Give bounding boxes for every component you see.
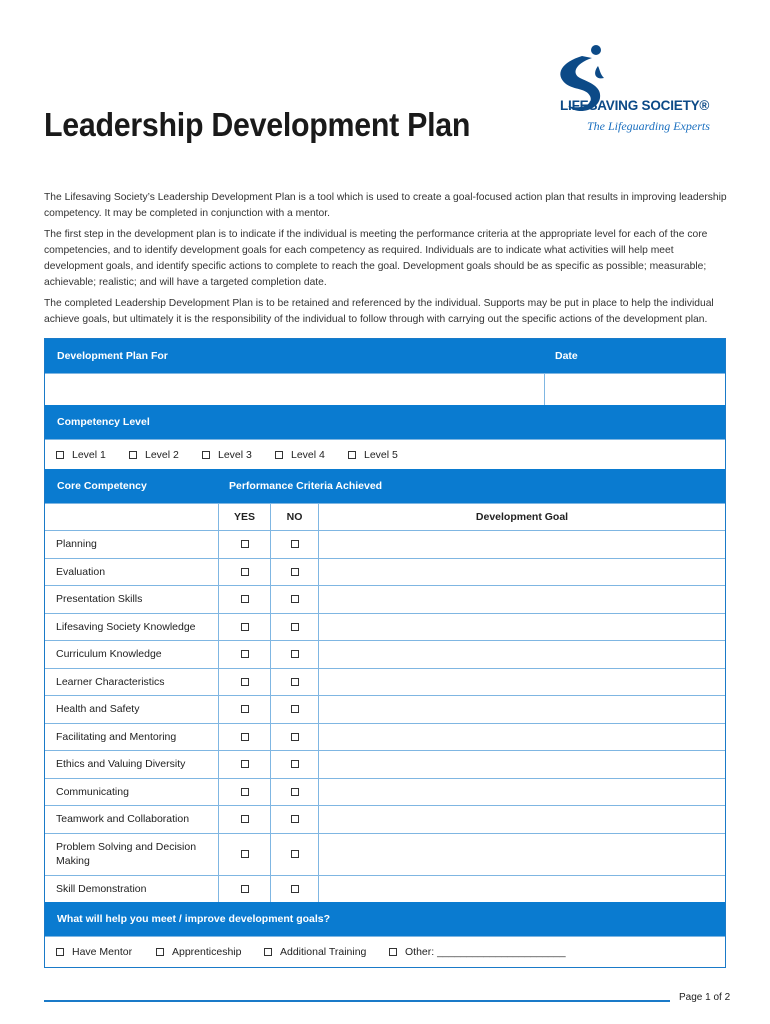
no-cell[interactable] bbox=[271, 724, 319, 751]
checkbox-icon[interactable] bbox=[291, 678, 299, 686]
performance-criteria-label: Performance Criteria Achieved bbox=[229, 480, 383, 492]
competency-name: Planning bbox=[45, 531, 219, 558]
yes-cell[interactable] bbox=[219, 724, 271, 751]
competency-name: Ethics and Valuing Diversity bbox=[45, 751, 219, 778]
yes-cell[interactable] bbox=[219, 751, 271, 778]
competency-name: Health and Safety bbox=[45, 696, 219, 723]
checkbox-icon[interactable] bbox=[241, 788, 249, 796]
checkbox-icon[interactable] bbox=[264, 948, 272, 956]
plan-for-header bbox=[45, 339, 725, 373]
table-row bbox=[45, 558, 725, 586]
development-goal-field[interactable] bbox=[319, 724, 725, 751]
development-goal-field[interactable] bbox=[319, 696, 725, 723]
checkbox-icon[interactable] bbox=[241, 595, 249, 603]
yes-column-header: YES bbox=[219, 504, 271, 530]
intro-paragraph: The Lifesaving Society’s Leadership Development Plan is a tool which is used to create a goal-focused action plan that results in improving leadership competency. It may be completed in conjunction with a mentor. bbox=[44, 192, 727, 219]
help-option[interactable]: Have Mentor bbox=[56, 946, 156, 958]
no-column-header: NO bbox=[271, 504, 319, 530]
checkbox-icon[interactable] bbox=[275, 451, 283, 459]
help-option[interactable]: Other: ______________________ bbox=[389, 946, 566, 958]
table-row bbox=[45, 875, 725, 903]
development-goal-field[interactable] bbox=[319, 586, 725, 613]
level-option[interactable]: Level 1 bbox=[56, 449, 129, 461]
intro-paragraph: The first step in the development plan is to indicate if the individual is meeting the performance criteria at the appropriate level for each of the core competencies, and to identify development goals for each competency as required. Individuals are to indicate what activities will help meet development goals, and identify specific actions to complete to reach the goal. Development goals should be as specific as possible; measurable; achievable; realistic; and will have a targeted completion date. bbox=[44, 229, 708, 288]
checkbox-icon[interactable] bbox=[291, 650, 299, 658]
competency-level-header bbox=[45, 405, 725, 439]
yes-cell[interactable] bbox=[219, 531, 271, 558]
checkbox-icon[interactable] bbox=[291, 788, 299, 796]
column-header-row bbox=[45, 503, 725, 530]
development-goal-field[interactable] bbox=[319, 641, 725, 668]
checkbox-icon[interactable] bbox=[156, 948, 164, 956]
development-goal-field[interactable] bbox=[319, 559, 725, 586]
checkbox-icon[interactable] bbox=[241, 568, 249, 576]
checkbox-icon[interactable] bbox=[241, 815, 249, 823]
table-row bbox=[45, 723, 725, 751]
checkbox-icon[interactable] bbox=[291, 595, 299, 603]
development-goal-field[interactable] bbox=[319, 751, 725, 778]
level-option[interactable]: Level 5 bbox=[348, 449, 421, 461]
yes-cell[interactable] bbox=[219, 559, 271, 586]
checkbox-icon[interactable] bbox=[56, 451, 64, 459]
page-title: Leadership Development Plan bbox=[44, 106, 471, 143]
yes-cell[interactable] bbox=[219, 696, 271, 723]
development-goal-field[interactable] bbox=[319, 614, 725, 641]
help-options-cell bbox=[45, 937, 577, 967]
table-row bbox=[45, 778, 725, 806]
yes-cell[interactable] bbox=[219, 586, 271, 613]
yes-cell[interactable] bbox=[219, 834, 271, 875]
no-cell[interactable] bbox=[271, 586, 319, 613]
help-label: What will help you meet / improve development goals? bbox=[57, 913, 331, 925]
level-option[interactable]: Level 2 bbox=[129, 449, 202, 461]
no-cell[interactable] bbox=[271, 641, 319, 668]
no-cell[interactable] bbox=[271, 614, 319, 641]
checkbox-icon[interactable] bbox=[241, 540, 249, 548]
core-competency-header bbox=[45, 469, 725, 503]
competency-level-options bbox=[45, 439, 725, 469]
yes-cell[interactable] bbox=[219, 669, 271, 696]
checkbox-icon[interactable] bbox=[291, 815, 299, 823]
no-cell[interactable] bbox=[271, 876, 319, 903]
no-cell[interactable] bbox=[271, 531, 319, 558]
checkbox-icon[interactable] bbox=[202, 451, 210, 459]
checkbox-icon[interactable] bbox=[241, 623, 249, 631]
logo-name: LIFESAVING SOCIETY® bbox=[560, 98, 710, 113]
development-goal-header: Development Goal bbox=[475, 511, 569, 523]
yes-cell[interactable] bbox=[219, 876, 271, 903]
checkbox-icon[interactable] bbox=[291, 705, 299, 713]
checkbox-icon[interactable] bbox=[129, 451, 137, 459]
checkbox-icon[interactable] bbox=[389, 948, 397, 956]
competency-name: Curriculum Knowledge bbox=[45, 641, 219, 668]
checkbox-icon[interactable] bbox=[348, 451, 356, 459]
help-option[interactable]: Additional Training bbox=[264, 946, 389, 958]
competency-name: Teamwork and Collaboration bbox=[45, 806, 219, 833]
date-label: Date bbox=[555, 350, 578, 362]
competency-level-label: Competency Level bbox=[57, 416, 150, 428]
checkbox-icon[interactable] bbox=[291, 568, 299, 576]
help-header bbox=[45, 902, 725, 936]
no-cell[interactable] bbox=[271, 834, 319, 875]
competency-name: Presentation Skills bbox=[45, 586, 219, 613]
no-cell[interactable] bbox=[271, 696, 319, 723]
checkbox-icon[interactable] bbox=[241, 678, 249, 686]
development-goal-field[interactable] bbox=[319, 779, 725, 806]
checkbox-icon[interactable] bbox=[291, 760, 299, 768]
competency-name: Problem Solving and Decision Making bbox=[45, 834, 219, 875]
logo-tagline: The Lifeguarding Experts bbox=[587, 119, 710, 133]
checkbox-icon[interactable] bbox=[241, 885, 249, 893]
no-cell[interactable] bbox=[271, 806, 319, 833]
checkbox-icon[interactable] bbox=[291, 623, 299, 631]
level-options bbox=[45, 440, 432, 469]
checkbox-icon[interactable] bbox=[291, 850, 299, 858]
development-goal-field[interactable] bbox=[319, 531, 725, 558]
competency-name: Facilitating and Mentoring bbox=[45, 724, 219, 751]
yes-cell[interactable] bbox=[219, 614, 271, 641]
plan-for-inputs bbox=[45, 373, 725, 405]
core-competency-label: Core Competency bbox=[57, 480, 147, 492]
yes-cell[interactable] bbox=[219, 779, 271, 806]
help-option[interactable]: Apprenticeship bbox=[156, 946, 264, 958]
table-row bbox=[45, 613, 725, 641]
checkbox-icon[interactable] bbox=[291, 733, 299, 741]
development-goal-field[interactable] bbox=[319, 876, 725, 903]
yes-cell[interactable] bbox=[219, 806, 271, 833]
competency-name: Evaluation bbox=[45, 559, 219, 586]
level-option[interactable]: Level 4 bbox=[275, 449, 348, 461]
competency-name: Lifesaving Society Knowledge bbox=[45, 614, 219, 641]
checkbox-icon[interactable] bbox=[241, 733, 249, 741]
yes-cell[interactable] bbox=[219, 641, 271, 668]
development-plan-form bbox=[44, 338, 726, 968]
checkbox-icon[interactable] bbox=[241, 705, 249, 713]
development-goal-field[interactable] bbox=[319, 806, 725, 833]
table-row bbox=[45, 640, 725, 668]
intro-paragraph: The completed Leadership Development Plan is to be retained and referenced by the individual. Supports may be put in place to help the individual achieve goals, but ultimately it is the responsibility of the individual to follow through with carrying out the specific actions of the development plan. bbox=[44, 298, 714, 325]
checkbox-icon[interactable] bbox=[241, 650, 249, 658]
intro-text bbox=[44, 190, 734, 333]
plan-for-field[interactable] bbox=[45, 374, 545, 405]
competency-name: Learner Characteristics bbox=[45, 669, 219, 696]
plan-for-label: Development Plan For bbox=[57, 350, 168, 362]
competency-rows bbox=[45, 530, 725, 902]
footer-divider bbox=[44, 1000, 670, 1002]
checkbox-icon[interactable] bbox=[56, 948, 64, 956]
table-row bbox=[45, 805, 725, 833]
no-cell[interactable] bbox=[271, 751, 319, 778]
table-row bbox=[45, 695, 725, 723]
table-row bbox=[45, 833, 725, 875]
competency-name: Skill Demonstration bbox=[45, 876, 219, 903]
page-number: Page 1 of 2 bbox=[679, 992, 731, 1003]
level-option[interactable]: Level 3 bbox=[202, 449, 275, 461]
checkbox-icon[interactable] bbox=[291, 540, 299, 548]
checkbox-icon[interactable] bbox=[241, 850, 249, 858]
no-cell[interactable] bbox=[271, 559, 319, 586]
table-row bbox=[45, 668, 725, 696]
development-goal-field[interactable] bbox=[319, 834, 725, 875]
table-row bbox=[45, 585, 725, 613]
table-row bbox=[45, 750, 725, 778]
checkbox-icon[interactable] bbox=[241, 760, 249, 768]
no-cell[interactable] bbox=[271, 779, 319, 806]
help-options bbox=[45, 936, 725, 967]
checkbox-icon[interactable] bbox=[291, 885, 299, 893]
no-cell[interactable] bbox=[271, 669, 319, 696]
development-goal-field[interactable] bbox=[319, 669, 725, 696]
table-row bbox=[45, 530, 725, 558]
date-field[interactable] bbox=[545, 374, 725, 405]
competency-name: Communicating bbox=[45, 779, 219, 806]
